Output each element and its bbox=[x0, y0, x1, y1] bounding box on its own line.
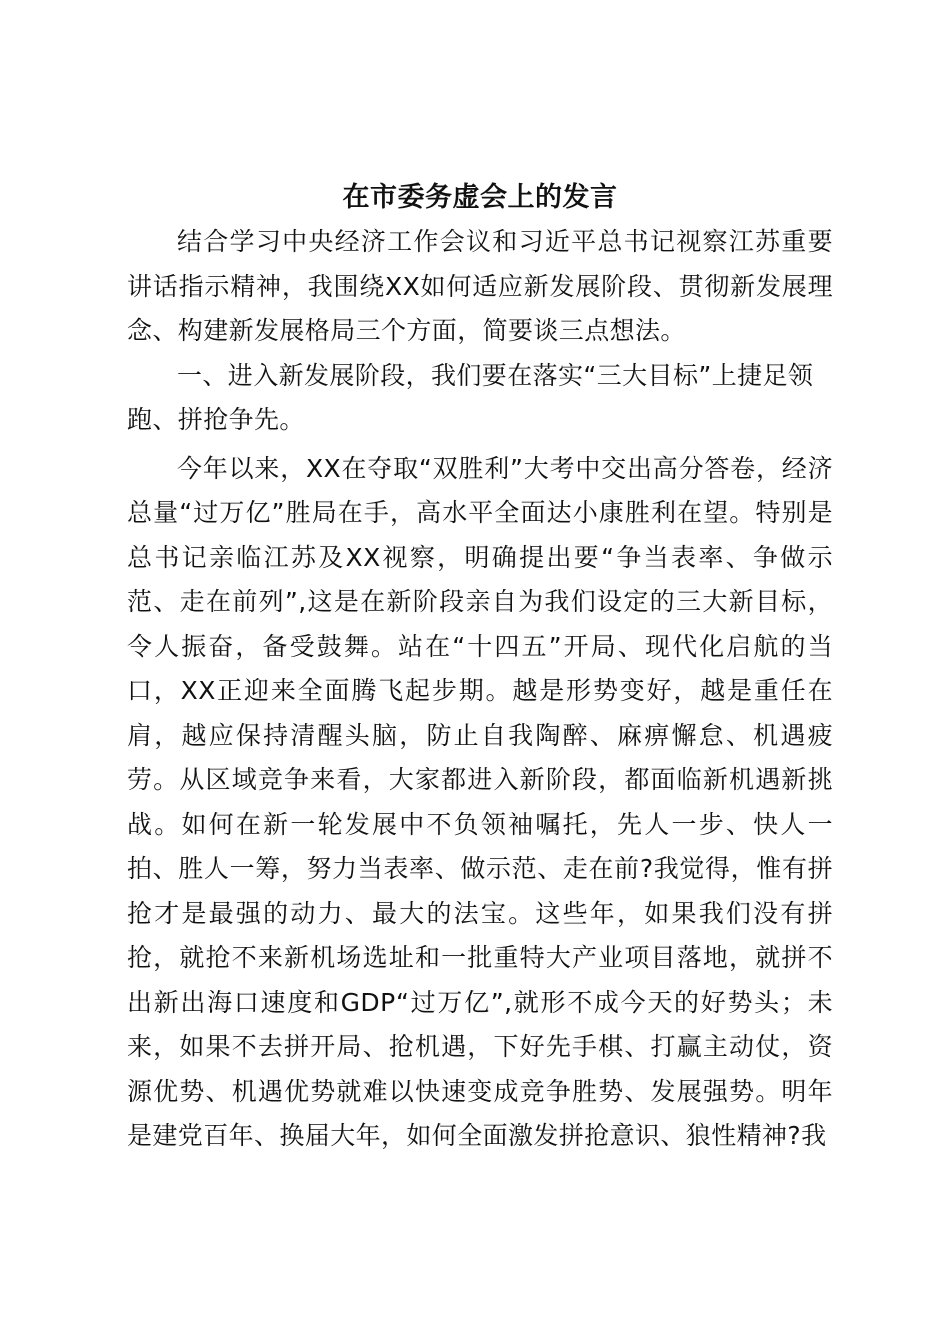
section-heading-1: 一、进入新发展阶段，我们要在落实“三大目标”上捷足领跑、拼抢争先。 bbox=[127, 360, 814, 434]
document-title: 在市委务虚会上的发言 bbox=[342, 182, 618, 213]
document-page bbox=[127, 178, 833, 1159]
intro-paragraph: 结合学习中央经济工作会议和习近平总书记视察江苏重要讲话指示精神，我围绕XX如何适应新发展阶段、贯彻新发展理念、构建新发展格局三个方面，简要谈三点想法。 bbox=[127, 227, 833, 345]
section-body-1: 今年以来，XX在夺取“双胜利”大考中交出高分答卷，经济总量“过万亿”胜局在手，高水平全面达小康胜利在望。特别是总书记亲临江苏及XX视察，明确提出要“争当表率、争做示范、走在前列”,这是在新阶段亲自为我们设定的三大新目标，令人振奋，备受鼓舞。站在“十四五”开局、现代化启航的当口，XX正迎来全面腾飞起步期。越是形势变好，越是重任在肩，越应保持清醒头脑，防止自我陶醉、麻痹懈怠、机遇疲劳。从区域竞争来看，大家都进入新阶段，都面临新机遇新挑战。如何在新一轮发展中不负领袖嘱托，先人一步、快人一拍、胜人一筹，努力当表率、做示范、走在前?我觉得，惟有拼抢才是最强的动力、最大的法宝。这些年，如果我们没有拼抢，就抢不来新机场选址和一批重特大产业项目落地，就拼不出新出海口速度和GDP“过万亿”,就形不成今天的好势头；未来，如果不去拼开局、抢机遇，下好先手棋、打赢主动仗，资源优势、机遇优势就难以快速变成竞争胜势、发展强势。明年是建党百年、换届大年，如何全面激发拼抢意识、狼性精神?我 bbox=[127, 453, 833, 1150]
